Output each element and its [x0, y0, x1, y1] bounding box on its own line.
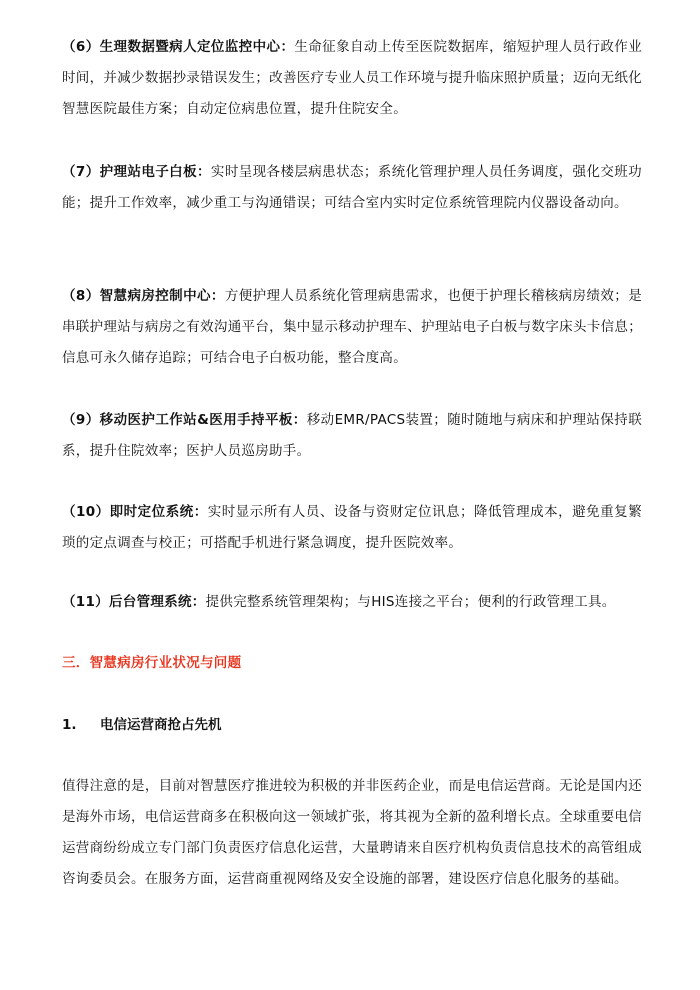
item-10-body: 实时显示所有人员、设备与资财定位讯息；降低管理成本，避免重复繁琐的定点调查与校正；可搭配手机进行紧急调度，提升医院效率。 — [62, 504, 642, 551]
sub-heading-number: 1. — [62, 717, 77, 733]
section-heading: 三．智慧病房行业状况与问题 — [62, 655, 242, 671]
sub-heading-title: 电信运营商抢占先机 — [100, 717, 222, 733]
item-10-paragraph — [62, 497, 642, 559]
item-10-lead: （10）即时定位系统： — [62, 504, 208, 520]
item-8-paragraph — [62, 281, 642, 374]
item-6-lead: （6）生理数据暨病人定位监控中心： — [62, 39, 295, 55]
item-7-paragraph — [62, 157, 642, 219]
closing-paragraph: 值得注意的是，目前对智慧医疗推进较为积极的并非医药企业，而是电信运营商。无论是国内还是海外市场，电信运营商多在积极向这一领域扩张，将其视为全新的盈利增长点。全球重要电信运营商纷纷成立专门部门负责医疗信息化运营，大量聘请来自医疗机构负责信息技术的高管组成咨询委员会。在服务方面，运营商重视网络及安全设施的部署，建设医疗信息化服务的基础。 — [62, 778, 642, 887]
item-11-lead: （11）后台管理系统： — [62, 594, 206, 610]
item-7-body: 实时呈现各楼层病患状态；系统化管理护理人员任务调度，强化交班功能；提升工作效率，减少重工与沟通错误；可结合室内实时定位系统管理院内仪器设备动向。 — [62, 164, 642, 211]
item-8-body: 方便护理人员系统化管理病患需求，也便于护理长稽核病房绩效；是串联护理站与病房之有效沟通平台，集中显示移动护理车、护理站电子白板与数字床头卡信息；信息可永久储存追踪；可结合电子白板功能，整合度高。 — [62, 288, 642, 366]
item-8-lead: （8）智慧病房控制中心： — [62, 288, 225, 304]
sub-heading — [62, 710, 222, 741]
item-11-body: 提供完整系统管理架构；与HIS连接之平台；便利的行政管理工具。 — [205, 594, 616, 610]
item-6-body: 生命征象自动上传至医院数据库，缩短护理人员行政作业时间，并减少数据抄录错误发生；改善医疗专业人员工作环境与提升临床照护质量；迈向无纸化智慧医院最佳方案；自动定位病患位置，提升住院安全。 — [62, 39, 642, 117]
item-7-lead: （7）护理站电子白板： — [62, 164, 211, 180]
item-9-lead: （9）移动医护工作站&医用手持平板： — [62, 412, 307, 428]
item-11-paragraph — [62, 587, 642, 618]
item-9-body: 移动EMR/PACS装置；随时随地与病床和护理站保持联系，提升住院效率；医护人员巡房助手。 — [62, 412, 642, 459]
item-9-paragraph — [62, 405, 642, 467]
item-6-paragraph — [62, 32, 642, 125]
